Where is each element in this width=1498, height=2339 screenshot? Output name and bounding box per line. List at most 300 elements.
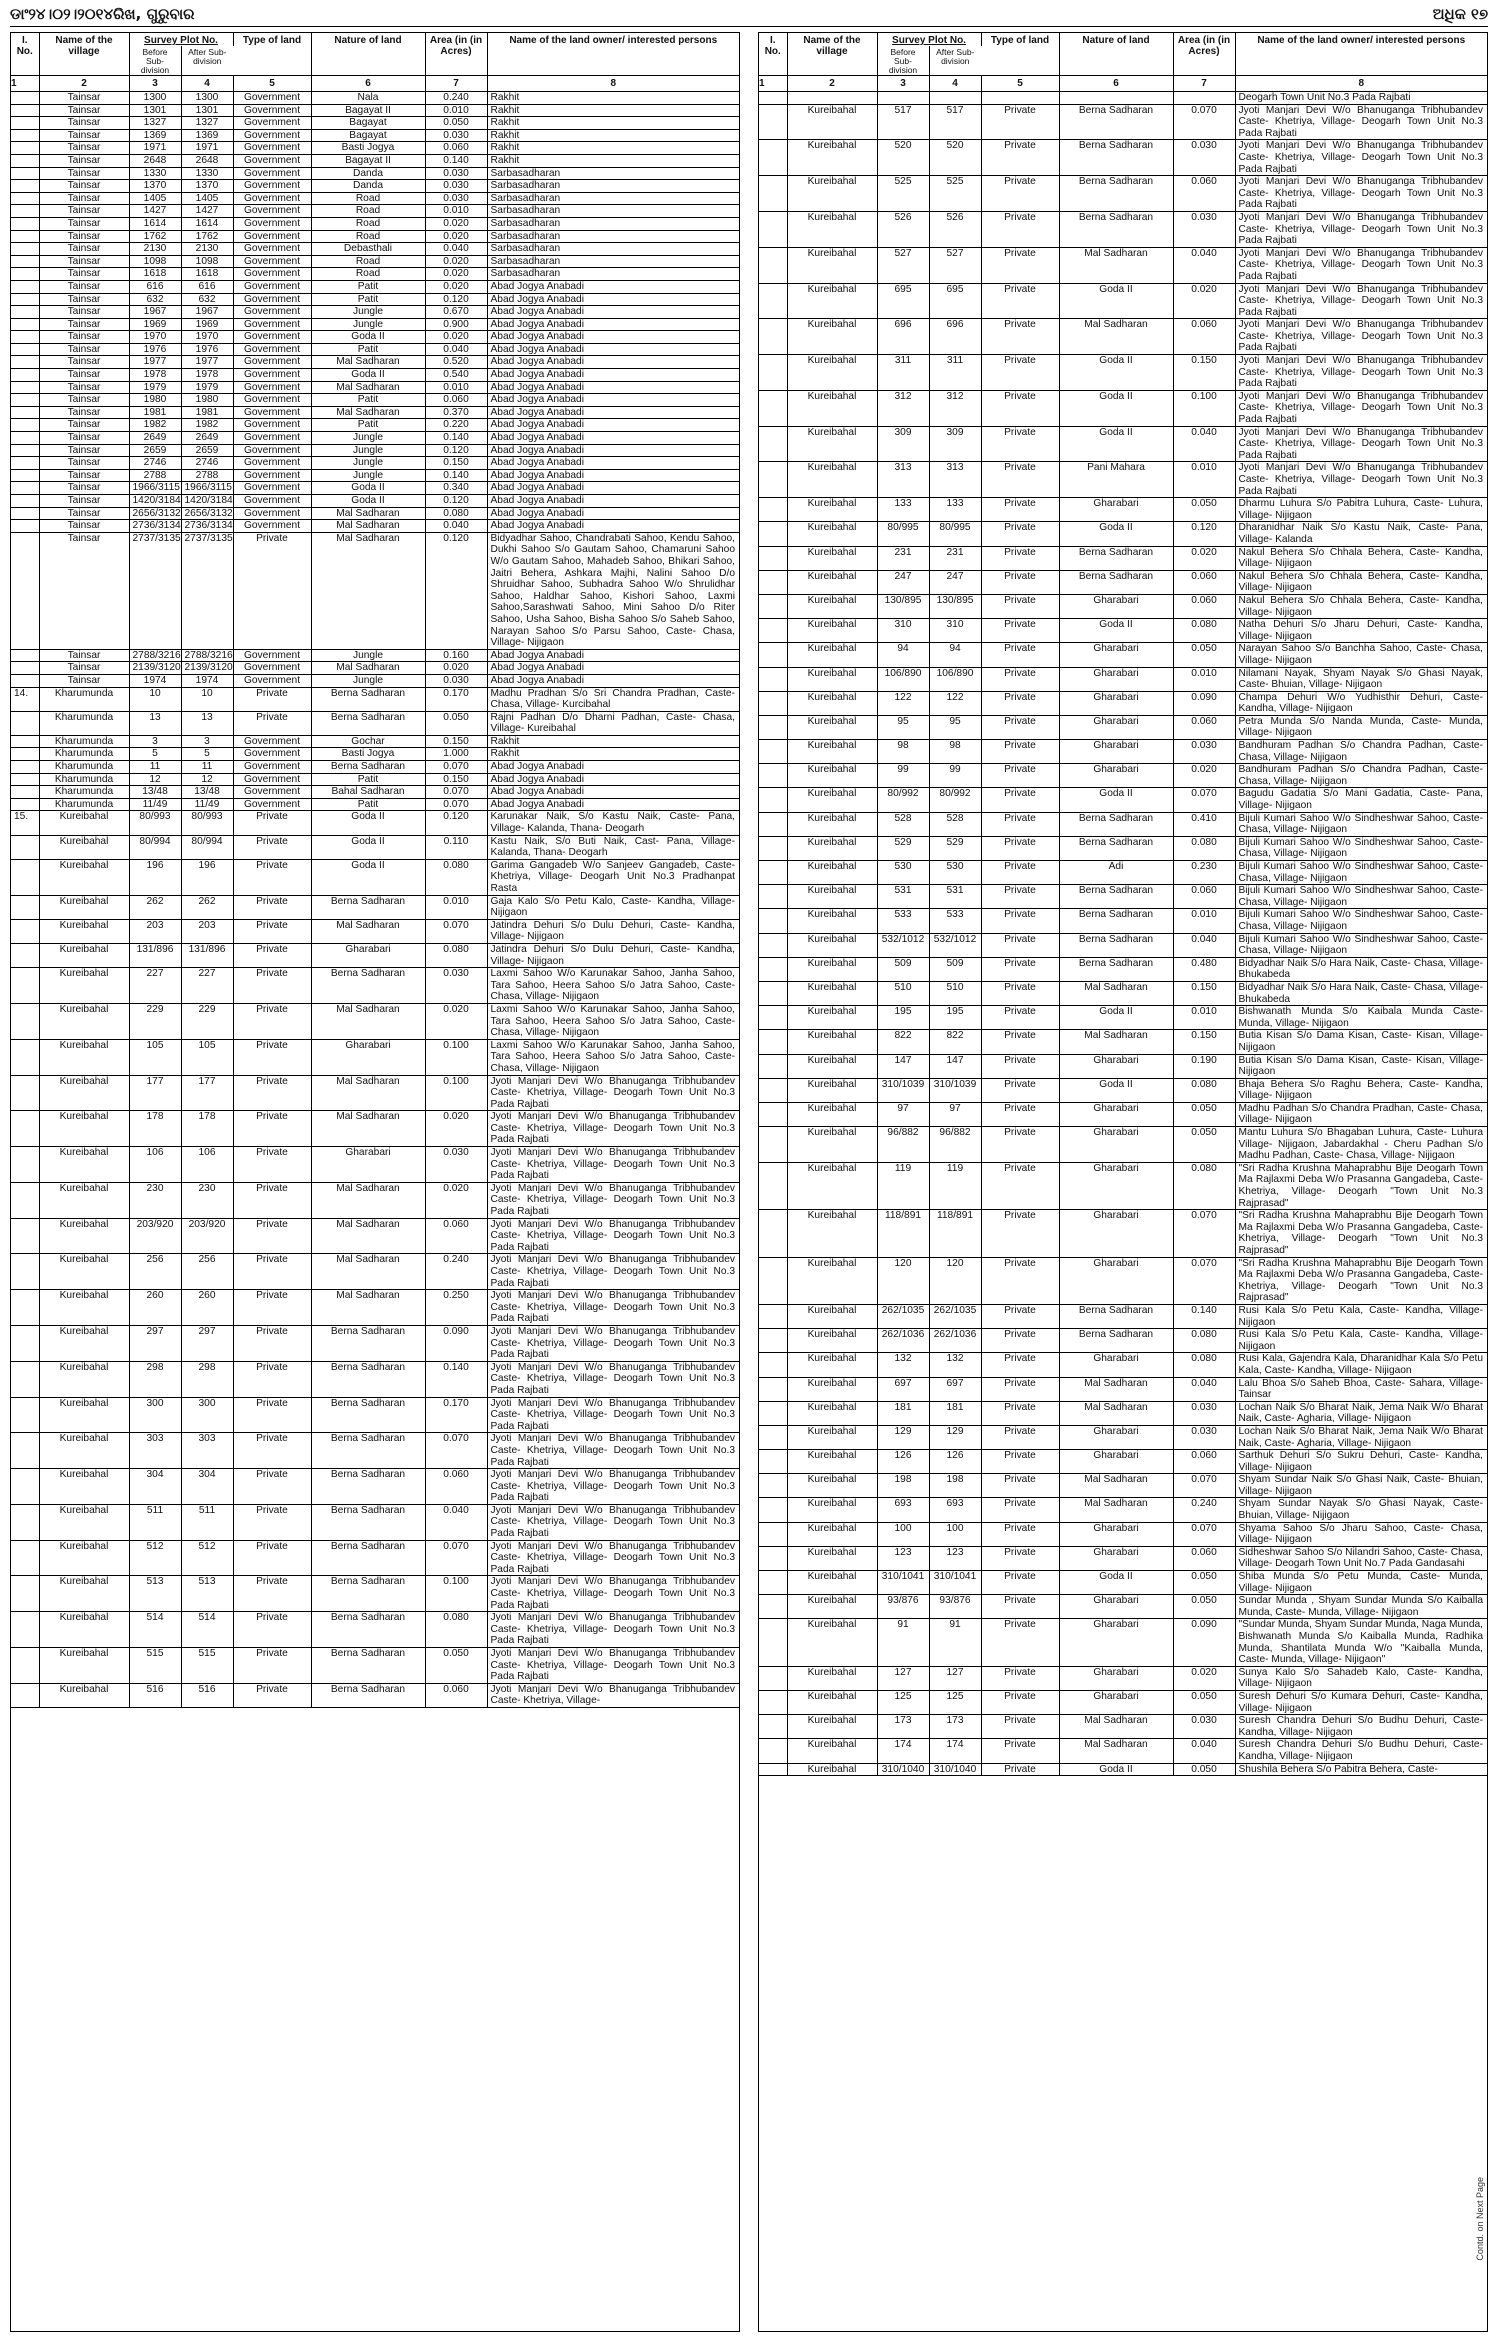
table-row bbox=[11, 356, 739, 369]
cell-land-type: Private bbox=[981, 885, 1059, 909]
cell-land-type: Private bbox=[981, 1571, 1059, 1595]
cell-area: 0.050 bbox=[1173, 1690, 1235, 1714]
cell-owner: Rakhit bbox=[490, 129, 520, 141]
cell-land-nature: Gharabari bbox=[1059, 1210, 1173, 1257]
cell-land-nature: Berna Sadharan bbox=[1059, 836, 1173, 860]
cell-plot-before: 616 bbox=[129, 280, 181, 293]
cell-land-nature: Gharabari bbox=[1059, 1619, 1173, 1666]
cell-plot-before: 96/882 bbox=[877, 1127, 929, 1163]
cell-sl-no bbox=[11, 943, 39, 967]
cell-plot-before: 118/891 bbox=[877, 1210, 929, 1257]
cell-village: Kureibahal bbox=[787, 1006, 877, 1030]
table-row bbox=[759, 247, 1487, 283]
cell-owner: Sarbasadharan bbox=[490, 230, 561, 242]
cell-village: Kureibahal bbox=[39, 1540, 129, 1576]
cell-plot-before bbox=[877, 92, 929, 105]
cell-plot-before: 1427 bbox=[129, 205, 181, 218]
cell-area: 0.030 bbox=[425, 129, 487, 142]
cell-area: 0.010 bbox=[1173, 667, 1235, 691]
cell-land-nature: Road bbox=[311, 205, 425, 218]
cell-land-nature: Mal Sadharan bbox=[1059, 319, 1173, 355]
table-row bbox=[11, 1254, 739, 1290]
cell-sl-no bbox=[759, 1377, 787, 1401]
cell-sl-no bbox=[759, 957, 787, 981]
cell-land-type: Government bbox=[233, 662, 311, 675]
cell-village: Tainsar bbox=[39, 255, 129, 268]
cell-plot-before: 526 bbox=[877, 211, 929, 247]
table-row bbox=[759, 104, 1487, 140]
cell-plot-after: 120 bbox=[929, 1257, 981, 1304]
table-row bbox=[11, 811, 739, 835]
cell-sl-no bbox=[759, 1546, 787, 1570]
cell-plot-before: 695 bbox=[877, 283, 929, 319]
cell-sl-no bbox=[759, 667, 787, 691]
cell-sl-no bbox=[11, 280, 39, 293]
cell-area: 0.020 bbox=[425, 280, 487, 293]
cell-owner: Abad Jogya Anabadi bbox=[490, 674, 584, 686]
cell-area: 0.540 bbox=[425, 369, 487, 382]
cell-land-type: Private bbox=[981, 1690, 1059, 1714]
cell-owner: Shyam Sundar Nayak S/o Ghasi Nayak, Caste- Bhuian, Village- Nijigaon bbox=[1238, 1498, 1483, 1522]
cell-plot-before: 1618 bbox=[129, 268, 181, 281]
cell-village: Kureibahal bbox=[787, 981, 877, 1005]
cell-land-nature: Goda II bbox=[1059, 390, 1173, 426]
cell-land-nature: Berna Sadharan bbox=[311, 1325, 425, 1361]
land-table-left bbox=[11, 33, 739, 1708]
cell-land-nature: Patit bbox=[311, 293, 425, 306]
cell-plot-after: 1970 bbox=[181, 331, 233, 344]
cell-land-nature: Berna Sadharan bbox=[311, 1612, 425, 1648]
cell-village: Kureibahal bbox=[39, 1576, 129, 1612]
cell-plot-before: 1970 bbox=[129, 331, 181, 344]
table-row bbox=[759, 1425, 1487, 1449]
table-row bbox=[11, 230, 739, 243]
cell-land-nature: Gharabari bbox=[311, 1039, 425, 1075]
table-row bbox=[759, 764, 1487, 788]
cell-area: 0.080 bbox=[1173, 1078, 1235, 1102]
cell-land-type: Private bbox=[981, 247, 1059, 283]
table-row bbox=[11, 129, 739, 142]
cell-land-type: Private bbox=[981, 283, 1059, 319]
cell-plot-after: 256 bbox=[181, 1254, 233, 1290]
table-row bbox=[759, 1763, 1487, 1776]
cell-sl-no bbox=[11, 205, 39, 218]
cell-plot-before: 527 bbox=[877, 247, 929, 283]
cell-village: Kureibahal bbox=[39, 1325, 129, 1361]
table-row bbox=[11, 444, 739, 457]
table-row bbox=[759, 1078, 1487, 1102]
cell-area: 0.110 bbox=[425, 835, 487, 859]
table-row bbox=[11, 1111, 739, 1147]
cell-plot-after: 262/1035 bbox=[929, 1304, 981, 1328]
cell-village: Kureibahal bbox=[39, 943, 129, 967]
col-head-before: Before Sub-division bbox=[877, 46, 929, 76]
cell-plot-after: 130/895 bbox=[929, 594, 981, 618]
cell-plot-after: 127 bbox=[929, 1666, 981, 1690]
cell-land-type: Private bbox=[981, 1715, 1059, 1739]
table-row bbox=[11, 192, 739, 205]
cell-land-type: Government bbox=[233, 406, 311, 419]
cell-area: 0.100 bbox=[425, 1075, 487, 1111]
cell-land-nature: Berna Sadharan bbox=[311, 1683, 425, 1707]
table-row bbox=[759, 1030, 1487, 1054]
cell-plot-after: 129 bbox=[929, 1425, 981, 1449]
cell-sl-no bbox=[759, 92, 787, 105]
col-num: 3 bbox=[877, 76, 929, 92]
cell-owner: Jyoti Manjari Devi W/o Bhanuganga Tribhubandev Caste- Khetriya, Village- Deogarh Town Unit No.3 Pada Rajbati bbox=[490, 1254, 735, 1289]
cell-land-nature: Goda II bbox=[311, 811, 425, 835]
cell-village: Tainsar bbox=[39, 381, 129, 394]
cell-land-type: Private bbox=[233, 687, 311, 711]
cell-village: Kureibahal bbox=[787, 1329, 877, 1353]
col-num: 1 bbox=[11, 76, 39, 92]
cell-plot-after: 196 bbox=[181, 859, 233, 895]
cell-land-type: Private bbox=[981, 1162, 1059, 1209]
cell-village: Tainsar bbox=[39, 129, 129, 142]
cell-area: 0.010 bbox=[425, 205, 487, 218]
cell-village: Kureibahal bbox=[787, 390, 877, 426]
cell-village: Kureibahal bbox=[787, 1666, 877, 1690]
cell-land-nature: Pani Mahara bbox=[1059, 462, 1173, 498]
cell-land-type: Private bbox=[233, 1576, 311, 1612]
table-row bbox=[759, 176, 1487, 212]
cell-plot-after: 632 bbox=[181, 293, 233, 306]
cell-area: 0.190 bbox=[1173, 1054, 1235, 1078]
cell-sl-no bbox=[11, 735, 39, 748]
cell-plot-after: 94 bbox=[929, 643, 981, 667]
cell-village: Kureibahal bbox=[787, 140, 877, 176]
table-row bbox=[11, 1397, 739, 1433]
cell-owner: Abad Jogya Anabadi bbox=[490, 306, 584, 318]
cell-area: 0.240 bbox=[1173, 1498, 1235, 1522]
cell-land-type: Private bbox=[233, 811, 311, 835]
table-row bbox=[759, 667, 1487, 691]
cell-land-nature: Gharabari bbox=[1059, 1054, 1173, 1078]
cell-land-type: Private bbox=[981, 1546, 1059, 1570]
cell-owner: Abad Jogya Anabadi bbox=[490, 331, 584, 343]
cell-plot-before: 309 bbox=[877, 426, 929, 462]
cell-land-nature: Gharabari bbox=[1059, 764, 1173, 788]
cell-plot-before: 1977 bbox=[129, 356, 181, 369]
cell-sl-no bbox=[11, 835, 39, 859]
cell-land-type: Private bbox=[981, 1522, 1059, 1546]
cell-sl-no bbox=[11, 495, 39, 508]
cell-land-nature: Mal Sadharan bbox=[311, 662, 425, 675]
cell-land-type: Government bbox=[233, 230, 311, 243]
cell-village: Kureibahal bbox=[787, 764, 877, 788]
cell-village: Kureibahal bbox=[39, 1147, 129, 1183]
cell-plot-after: 3 bbox=[181, 735, 233, 748]
cell-land-type: Private bbox=[981, 355, 1059, 391]
page-header bbox=[10, 2, 1488, 27]
cell-area: 0.060 bbox=[1173, 176, 1235, 212]
cell-sl-no bbox=[11, 1111, 39, 1147]
cell-village: Kureibahal bbox=[39, 1039, 129, 1075]
cell-plot-before: 91 bbox=[877, 1619, 929, 1666]
table-row bbox=[759, 1257, 1487, 1304]
cell-village: Kureibahal bbox=[787, 570, 877, 594]
cell-plot-before: 198 bbox=[877, 1474, 929, 1498]
cell-land-nature: Mal Sadharan bbox=[311, 381, 425, 394]
cell-area: 0.040 bbox=[1173, 426, 1235, 462]
cell-plot-after: 532/1012 bbox=[929, 933, 981, 957]
table-row bbox=[11, 1576, 739, 1612]
cell-plot-after: 1981 bbox=[181, 406, 233, 419]
cell-area: 0.060 bbox=[1173, 319, 1235, 355]
cell-plot-after: 99 bbox=[929, 764, 981, 788]
cell-land-nature: Bagayat bbox=[311, 129, 425, 142]
cell-plot-before: 696 bbox=[877, 319, 929, 355]
cell-sl-no bbox=[759, 812, 787, 836]
cell-land-nature: Gharabari bbox=[1059, 691, 1173, 715]
table-row bbox=[11, 649, 739, 662]
cell-village: Kureibahal bbox=[787, 247, 877, 283]
col-num: 8 bbox=[487, 76, 739, 92]
cell-sl-no bbox=[11, 154, 39, 167]
col-head-survey-plot: Survey Plot No. bbox=[877, 33, 981, 46]
cell-village: Kureibahal bbox=[787, 355, 877, 391]
cell-plot-before: 697 bbox=[877, 1377, 929, 1401]
cell-sl-no bbox=[759, 1162, 787, 1209]
cell-land-nature bbox=[1059, 92, 1173, 105]
cell-area: 0.520 bbox=[425, 356, 487, 369]
cell-sl-no bbox=[759, 1054, 787, 1078]
cell-area: 0.070 bbox=[1173, 104, 1235, 140]
cell-area: 0.080 bbox=[1173, 1162, 1235, 1209]
cell-area: 0.070 bbox=[425, 1433, 487, 1469]
cell-village: Kureibahal bbox=[787, 1210, 877, 1257]
col-num: 7 bbox=[425, 76, 487, 92]
cell-village: Tainsar bbox=[39, 205, 129, 218]
cell-land-type: Private bbox=[233, 1648, 311, 1684]
table-row bbox=[11, 469, 739, 482]
cell-sl-no bbox=[11, 1612, 39, 1648]
cell-area: 0.010 bbox=[1173, 462, 1235, 498]
cell-area: 0.100 bbox=[425, 1039, 487, 1075]
cell-owner: Jyoti Manjari Devi W/o Bhanuganga Tribhubandev Caste- Khetriya, Village- Deogarh Town Unit No.3 Pada Rajbati bbox=[490, 1612, 735, 1647]
cell-village: Tainsar bbox=[39, 457, 129, 470]
col-num: 5 bbox=[981, 76, 1059, 92]
cell-land-type: Private bbox=[233, 1182, 311, 1218]
cell-area: 0.030 bbox=[1173, 1425, 1235, 1449]
cell-sl-no bbox=[11, 343, 39, 356]
cell-area: 0.100 bbox=[425, 1576, 487, 1612]
cell-village: Tainsar bbox=[39, 507, 129, 520]
cell-area: 0.010 bbox=[1173, 909, 1235, 933]
cell-plot-after: 1980 bbox=[181, 394, 233, 407]
cell-owner: Butia Kisan S/o Dama Kisan, Caste- Kisan, Village- Nijigaon bbox=[1238, 1030, 1483, 1053]
cell-land-nature: Gharabari bbox=[1059, 1257, 1173, 1304]
cell-village: Kharumunda bbox=[39, 711, 129, 735]
cell-land-nature: Mal Sadharan bbox=[311, 1003, 425, 1039]
cell-plot-before: 262/1036 bbox=[877, 1329, 929, 1353]
cell-village: Kureibahal bbox=[39, 835, 129, 859]
cell-village: Kureibahal bbox=[787, 1030, 877, 1054]
cell-village: Tainsar bbox=[39, 268, 129, 281]
cell-area: 0.070 bbox=[425, 798, 487, 811]
cell-owner: Sarbasadharan bbox=[490, 243, 561, 255]
table-row bbox=[11, 835, 739, 859]
continued-note: Contd. on Next Page bbox=[1475, 2177, 1485, 2261]
table-row bbox=[11, 495, 739, 508]
table-row bbox=[759, 715, 1487, 739]
cell-area: 0.080 bbox=[425, 943, 487, 967]
cell-village: Kureibahal bbox=[39, 1504, 129, 1540]
cell-plot-before: 1980 bbox=[129, 394, 181, 407]
cell-plot-before: 1330 bbox=[129, 167, 181, 180]
cell-sl-no bbox=[11, 331, 39, 344]
col-head-survey-plot: Survey Plot No. bbox=[129, 33, 233, 46]
cell-land-type: Private bbox=[981, 594, 1059, 618]
col-head-area: Area (in (in Acres) bbox=[425, 33, 487, 76]
cell-plot-after: 2139/3120 bbox=[181, 662, 233, 675]
cell-owner: Abad Jogya Anabadi bbox=[490, 773, 584, 785]
cell-land-nature: Jungle bbox=[311, 674, 425, 687]
cell-plot-before: 181 bbox=[877, 1401, 929, 1425]
cell-area: 0.030 bbox=[425, 1147, 487, 1183]
cell-area: 0.480 bbox=[1173, 957, 1235, 981]
cell-plot-after: 1969 bbox=[181, 318, 233, 331]
cell-land-type: Government bbox=[233, 381, 311, 394]
cell-area: 0.170 bbox=[425, 687, 487, 711]
cell-plot-before: 80/992 bbox=[877, 788, 929, 812]
cell-land-type: Government bbox=[233, 217, 311, 230]
cell-plot-after: 309 bbox=[929, 426, 981, 462]
cell-owner: Jyoti Manjari Devi W/o Bhanuganga Tribhubandev Caste- Khetriya, Village- Deogarh Town Unit No.3 Pada Rajbati bbox=[490, 1361, 735, 1396]
cell-land-nature: Berna Sadharan bbox=[1059, 546, 1173, 570]
table-row bbox=[759, 619, 1487, 643]
cell-area: 0.020 bbox=[425, 230, 487, 243]
cell-plot-after: 203/920 bbox=[181, 1218, 233, 1254]
cell-land-nature: Berna Sadharan bbox=[311, 711, 425, 735]
cell-plot-before: 1301 bbox=[129, 104, 181, 117]
cell-owner: "Sri Radha Krushna Mahaprabhu Bije Deogarh Town Ma Rajlaxmi Deba W/o Prasanna Gangadeba, Caste- Khetriya, Village- Deogarh "Town Unit No.3 Rajprasad" bbox=[1238, 1257, 1483, 1304]
cell-land-type: Government bbox=[233, 786, 311, 799]
cell-area: 0.020 bbox=[1173, 1666, 1235, 1690]
cell-land-type: Government bbox=[233, 293, 311, 306]
cell-land-nature: Goda II bbox=[1059, 1571, 1173, 1595]
cell-plot-before: 532/1012 bbox=[877, 933, 929, 957]
cell-plot-before: 1967 bbox=[129, 306, 181, 319]
cell-land-type: Government bbox=[233, 180, 311, 193]
cell-sl-no bbox=[11, 1290, 39, 1326]
cell-village: Tainsar bbox=[39, 649, 129, 662]
cell-area: 0.150 bbox=[425, 457, 487, 470]
cell-land-type: Private bbox=[233, 1039, 311, 1075]
cell-sl-no bbox=[11, 1218, 39, 1254]
cell-owner: Jyoti Manjari Devi W/o Bhanuganga Tribhubandev Caste- Khetriya, Village- Deogarh Town Unit No.3 Pada Rajbati bbox=[490, 1648, 735, 1683]
table-row bbox=[11, 217, 739, 230]
cell-owner: Natha Dehuri S/o Jharu Dehuri, Caste- Kandha, Village- Nijigaon bbox=[1238, 619, 1483, 642]
cell-plot-after: 529 bbox=[929, 836, 981, 860]
cell-land-type: Private bbox=[233, 1612, 311, 1648]
cell-land-type: Private bbox=[233, 835, 311, 859]
cell-area: 0.080 bbox=[425, 1612, 487, 1648]
cell-village: Kureibahal bbox=[787, 176, 877, 212]
cell-area: 0.050 bbox=[425, 711, 487, 735]
cell-land-nature: Berna Sadharan bbox=[1059, 140, 1173, 176]
cell-area: 0.020 bbox=[425, 1111, 487, 1147]
cell-plot-before: 693 bbox=[877, 1498, 929, 1522]
cell-owner: Sunya Kalo S/o Sahadeb Kalo, Caste- Kandha, Village- Nijigaon bbox=[1238, 1666, 1483, 1690]
cell-land-nature: Goda II bbox=[1059, 1006, 1173, 1030]
cell-land-nature: Gharabari bbox=[1059, 1425, 1173, 1449]
cell-land-type: Private bbox=[981, 1739, 1059, 1763]
cell-land-type: Private bbox=[233, 1325, 311, 1361]
cell-plot-before: 310/1040 bbox=[877, 1763, 929, 1776]
cell-owner: Rakhit bbox=[490, 142, 520, 154]
cell-land-type: Government bbox=[233, 92, 311, 105]
cell-land-type: Private bbox=[981, 1619, 1059, 1666]
col-num: 4 bbox=[929, 76, 981, 92]
cell-village: Kureibahal bbox=[787, 594, 877, 618]
cell-village: Kureibahal bbox=[39, 1111, 129, 1147]
cell-land-nature: Goda II bbox=[1059, 355, 1173, 391]
table-row bbox=[759, 1715, 1487, 1739]
cell-sl-no bbox=[759, 1715, 787, 1739]
cell-land-nature: Berna Sadharan bbox=[311, 1576, 425, 1612]
cell-land-type: Private bbox=[981, 740, 1059, 764]
cell-area: 0.020 bbox=[425, 217, 487, 230]
cell-land-nature: Patit bbox=[311, 798, 425, 811]
table-row bbox=[759, 1006, 1487, 1030]
cell-land-type: Private bbox=[981, 715, 1059, 739]
cell-owner: Bijuli Kumari Sahoo W/o Sindheshwar Sahoo, Caste- Chasa, Village- Nijigaon bbox=[1238, 861, 1483, 884]
cell-area: 0.060 bbox=[425, 142, 487, 155]
cell-plot-before: 1978 bbox=[129, 369, 181, 382]
cell-land-type: Government bbox=[233, 457, 311, 470]
cell-plot-before: 177 bbox=[129, 1075, 181, 1111]
table-row bbox=[759, 1304, 1487, 1328]
cell-owner: Laxmi Sahoo W/o Karunakar Sahoo, Janha Sahoo, Tara Sahoo, Heera Sahoo S/o Jatra Sahoo, Caste- Chasa, Village- Nijigaon bbox=[490, 1003, 735, 1039]
cell-plot-before: 514 bbox=[129, 1612, 181, 1648]
cell-plot-after: 1370 bbox=[181, 180, 233, 193]
col-num: 3 bbox=[129, 76, 181, 92]
cell-sl-no bbox=[11, 129, 39, 142]
cell-plot-before: 529 bbox=[877, 836, 929, 860]
cell-village: Kureibahal bbox=[787, 1425, 877, 1449]
col-head-nature: Nature of land bbox=[1059, 33, 1173, 76]
table-body-left bbox=[11, 92, 739, 1708]
cell-owner: Jyoti Manjari Devi W/o Bhanuganga Tribhubandev Caste- Khetriya, Village- Deogarh Town Unit No.3 Pada Rajbati bbox=[490, 1182, 735, 1218]
cell-sl-no bbox=[11, 192, 39, 205]
cell-area: 0.080 bbox=[425, 859, 487, 895]
cell-village: Kureibahal bbox=[787, 643, 877, 667]
cell-owner: Rusi Kala S/o Petu Kala, Caste- Kandha, Village- Nijigaon bbox=[1238, 1329, 1483, 1352]
cell-plot-after: 530 bbox=[929, 861, 981, 885]
table-row bbox=[11, 432, 739, 445]
cell-plot-before: 312 bbox=[877, 390, 929, 426]
cell-owner: Jyoti Manjari Devi W/o Bhanuganga Tribhubandev Caste- Khetriya, Village- Deogarh Town Unit No.3 Pada Rajbati bbox=[1238, 211, 1483, 247]
cell-village: Tainsar bbox=[39, 406, 129, 419]
cell-area: 0.250 bbox=[425, 1290, 487, 1326]
cell-village: Kureibahal bbox=[787, 885, 877, 909]
cell-plot-after: 123 bbox=[929, 1546, 981, 1570]
cell-area: 0.050 bbox=[1173, 1127, 1235, 1163]
cell-plot-before: 105 bbox=[129, 1039, 181, 1075]
cell-plot-after: 311 bbox=[929, 355, 981, 391]
cell-owner: Abad Jogya Anabadi bbox=[490, 432, 584, 444]
cell-village: Kureibahal bbox=[787, 1450, 877, 1474]
cell-area: 0.050 bbox=[425, 1648, 487, 1684]
cell-plot-after: 229 bbox=[181, 1003, 233, 1039]
cell-village: Kureibahal bbox=[787, 836, 877, 860]
table-row bbox=[11, 507, 739, 520]
cell-land-nature: Berna Sadharan bbox=[1059, 104, 1173, 140]
cell-village: Kureibahal bbox=[787, 211, 877, 247]
cell-village: Kureibahal bbox=[787, 957, 877, 981]
cell-land-type: Private bbox=[981, 1450, 1059, 1474]
